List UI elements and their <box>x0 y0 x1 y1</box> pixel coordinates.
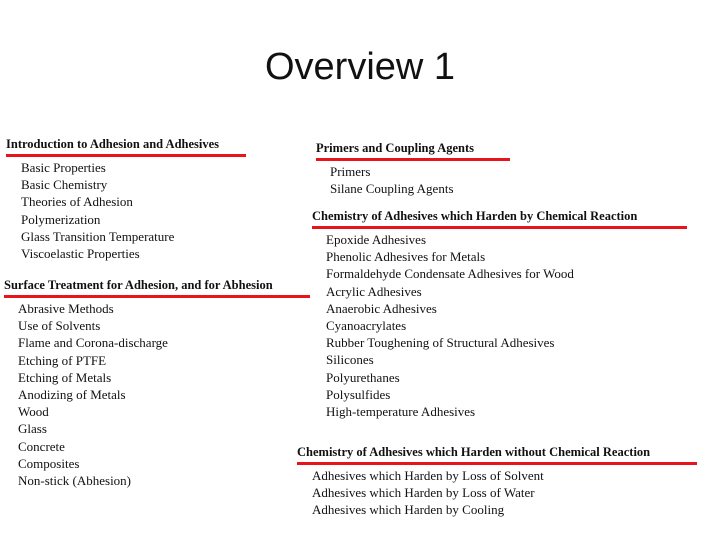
list-item: Wood <box>18 404 49 420</box>
section-heading: Chemistry of Adhesives which Harden by Chemical Reaction <box>312 209 638 223</box>
list-item: Formaldehyde Condensate Adhesives for Wood <box>326 266 574 282</box>
section-introduction <box>6 137 246 262</box>
topic-list <box>326 231 687 420</box>
topic-list <box>312 467 697 519</box>
list-item: Anodizing of Metals <box>18 387 126 403</box>
section-heading: Primers and Coupling Agents <box>316 141 475 155</box>
list-item: Adhesives which Harden by Cooling <box>312 502 505 518</box>
section-primers <box>316 141 510 197</box>
list-item: Polymerization <box>21 211 101 227</box>
list-item: Etching of PTFE <box>18 352 107 368</box>
list-item: Adhesives which Harden by Loss of Water <box>312 485 535 501</box>
list-item: Cyanoacrylates <box>326 318 407 334</box>
list-item: Viscoelastic Properties <box>21 246 140 262</box>
list-item: Abrasive Methods <box>18 301 114 316</box>
list-item: Polyurethanes <box>326 369 400 385</box>
list-item: High-temperature Adhesives <box>326 404 476 420</box>
list-item: Glass Transition Temperature <box>21 228 175 244</box>
list-item: Polysulfides <box>326 386 391 402</box>
list-item: Epoxide Adhesives <box>326 232 427 247</box>
list-item: Basic Properties <box>21 160 106 175</box>
list-item: Glass <box>18 421 47 437</box>
list-item: Use of Solvents <box>18 318 101 334</box>
section-heading: Surface Treatment for Adhesion, and for Abhesion <box>4 278 273 292</box>
heading-underline <box>312 226 687 229</box>
section-without-chemical-reaction <box>297 445 697 519</box>
list-item: Rubber Toughening of Structural Adhesives <box>326 335 555 351</box>
list-item: Theories of Adhesion <box>21 194 133 210</box>
list-item: Non-stick (Abhesion) <box>18 473 132 489</box>
slide-title: Overview 1 <box>264 46 456 88</box>
section-heading: Introduction to Adhesion and Adhesives <box>6 137 220 151</box>
topic-list <box>18 300 310 489</box>
heading-underline <box>316 158 510 161</box>
topic-list <box>330 163 510 197</box>
list-item: Composites <box>18 455 80 471</box>
list-item: Etching of Metals <box>18 369 112 385</box>
topic-list <box>21 159 246 262</box>
heading-underline <box>4 295 310 298</box>
list-item: Phenolic Adhesives for Metals <box>326 249 486 265</box>
list-item: Flame and Corona-discharge <box>18 335 168 351</box>
list-item: Silane Coupling Agents <box>330 181 454 197</box>
list-item: Basic Chemistry <box>21 177 108 193</box>
list-item: Primers <box>330 164 371 179</box>
list-item: Anaerobic Adhesives <box>326 300 437 316</box>
list-item: Adhesives which Harden by Loss of Solvent <box>312 468 544 483</box>
list-item: Concrete <box>18 438 65 454</box>
list-item: Acrylic Adhesives <box>326 283 422 299</box>
heading-underline <box>6 154 246 157</box>
heading-underline <box>297 462 697 465</box>
section-surface-treatment <box>4 278 310 489</box>
section-heading: Chemistry of Adhesives which Harden without Chemical Reaction <box>297 445 651 459</box>
section-chemical-reaction <box>312 209 687 420</box>
list-item: Silicones <box>326 352 374 368</box>
